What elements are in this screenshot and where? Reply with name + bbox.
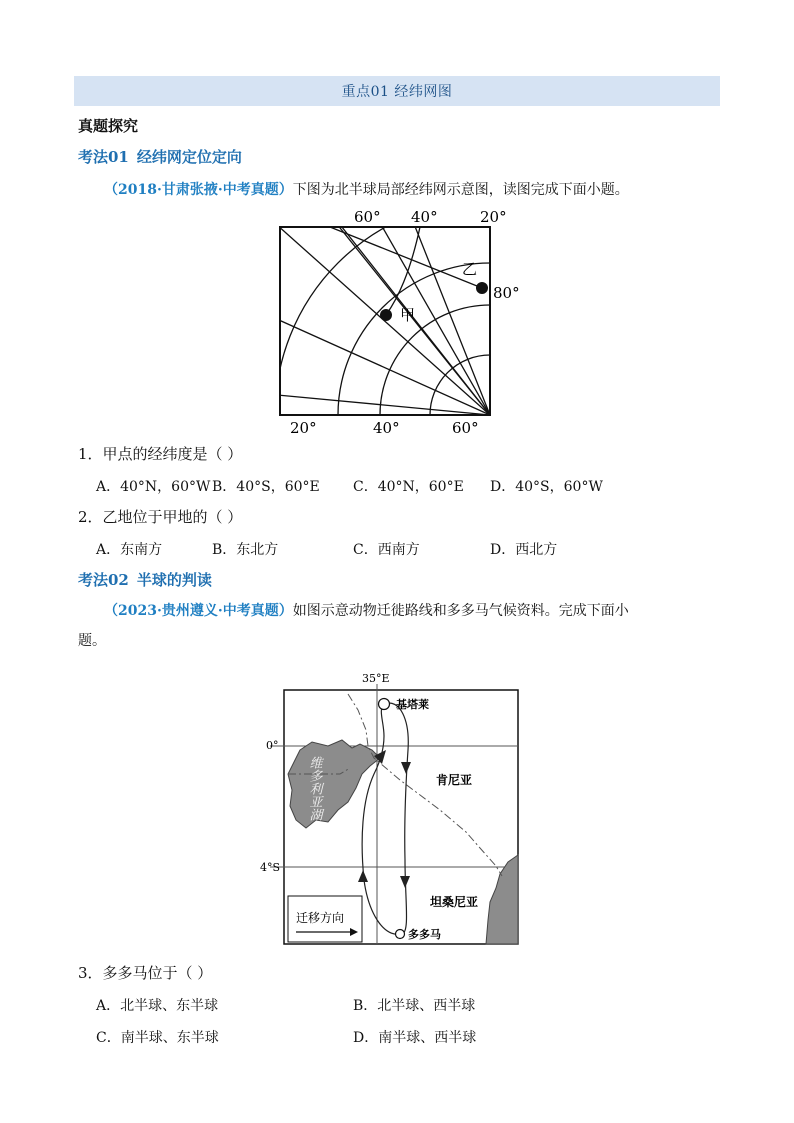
question-2-stem: 2．乙地位于甲地的（ ） xyxy=(78,508,243,526)
question-3-option-d: D．南半球、西半球 xyxy=(353,1030,477,1046)
top-label-20: 20° xyxy=(480,208,507,226)
method-2-title xyxy=(78,569,212,590)
parallel-line xyxy=(380,305,520,438)
meridian-line xyxy=(330,227,482,288)
question-2-option-b: B．东北方 xyxy=(212,542,279,558)
question-source-2 xyxy=(104,596,724,626)
kitale-label: 基塔莱 xyxy=(396,698,429,711)
bottom-label-40: 40° xyxy=(373,419,400,437)
source-2-tag: （2023·贵州遵义·中考真题） xyxy=(104,603,293,619)
question-3-option-c: C．南半球、东半球 xyxy=(96,1030,219,1046)
question-2-option-c: C．西南方 xyxy=(353,542,420,558)
kenya-label: 肯尼亚 xyxy=(436,773,473,787)
header-title: 重点01 经纬网图 xyxy=(341,84,453,100)
source-1-text: 下图为北半球局部经纬网示意图，读图完成下面小题。 xyxy=(292,182,629,198)
point-jia-marker xyxy=(380,309,392,321)
question-1-option-d: D．40°S，60°W xyxy=(490,479,603,495)
source-2-text: 如图示意动物迁徙路线和多多马气候资料。完成下面小 xyxy=(292,603,629,619)
lat-4s-label: 4°S xyxy=(260,861,281,874)
kitale-marker xyxy=(379,699,390,710)
source-1-tag: （2018·甘肃张掖·中考真题） xyxy=(104,182,293,198)
question-3-stem: 3．多多马位于（ ） xyxy=(78,964,213,982)
method-2-label: 考法02 xyxy=(78,571,129,589)
source-2-continuation: 题。 xyxy=(78,633,106,649)
point-jia-label: 甲 xyxy=(400,306,416,324)
bottom-label-60: 60° xyxy=(452,419,479,437)
method-2-name: 半球的判读 xyxy=(136,571,212,589)
method-1-name: 经纬网定位定向 xyxy=(136,148,242,166)
legend-label: 迁移方向 xyxy=(296,911,345,925)
question-3-option-b: B．北半球、西半球 xyxy=(353,998,476,1014)
top-label-60: 60° xyxy=(354,208,381,226)
graticule-figure xyxy=(270,203,520,438)
question-1-option-a: A．40°N，60°W xyxy=(96,479,211,495)
lake-victoria-label: 维多利亚湖 xyxy=(306,756,322,821)
question-2-option-a: A．东南方 xyxy=(96,542,163,558)
point-yi-marker xyxy=(476,282,488,294)
question-1-option-b: B．40°S，60°E xyxy=(212,479,320,495)
question-1-option-c: C．40°N，60°E xyxy=(353,479,464,495)
page-header-bar xyxy=(74,76,720,106)
question-1-stem: 1．甲点的经纬度是（ ） xyxy=(78,445,243,463)
dodoma-marker xyxy=(396,930,405,939)
question-source-1 xyxy=(104,175,724,205)
question-3-option-a: A．北半球、东半球 xyxy=(96,998,219,1014)
question-2-option-d: D．西北方 xyxy=(490,542,558,558)
parallel-line xyxy=(386,227,420,315)
right-label-80: 80° xyxy=(493,284,520,302)
migration-map-figure xyxy=(250,670,540,950)
top-label-40: 40° xyxy=(411,208,438,226)
method-1-label: 考法01 xyxy=(78,148,129,166)
meridian-35e-label: 35°E xyxy=(362,672,390,685)
dodoma-label: 多多马 xyxy=(408,928,441,941)
method-1-title xyxy=(78,146,242,167)
lat-0-label: 0° xyxy=(266,739,279,752)
section-title: 真题探究 xyxy=(78,117,139,135)
bottom-label-20: 20° xyxy=(290,419,317,437)
point-yi-label: 乙 xyxy=(462,260,478,278)
tanzania-label: 坦桑尼亚 xyxy=(430,895,479,909)
